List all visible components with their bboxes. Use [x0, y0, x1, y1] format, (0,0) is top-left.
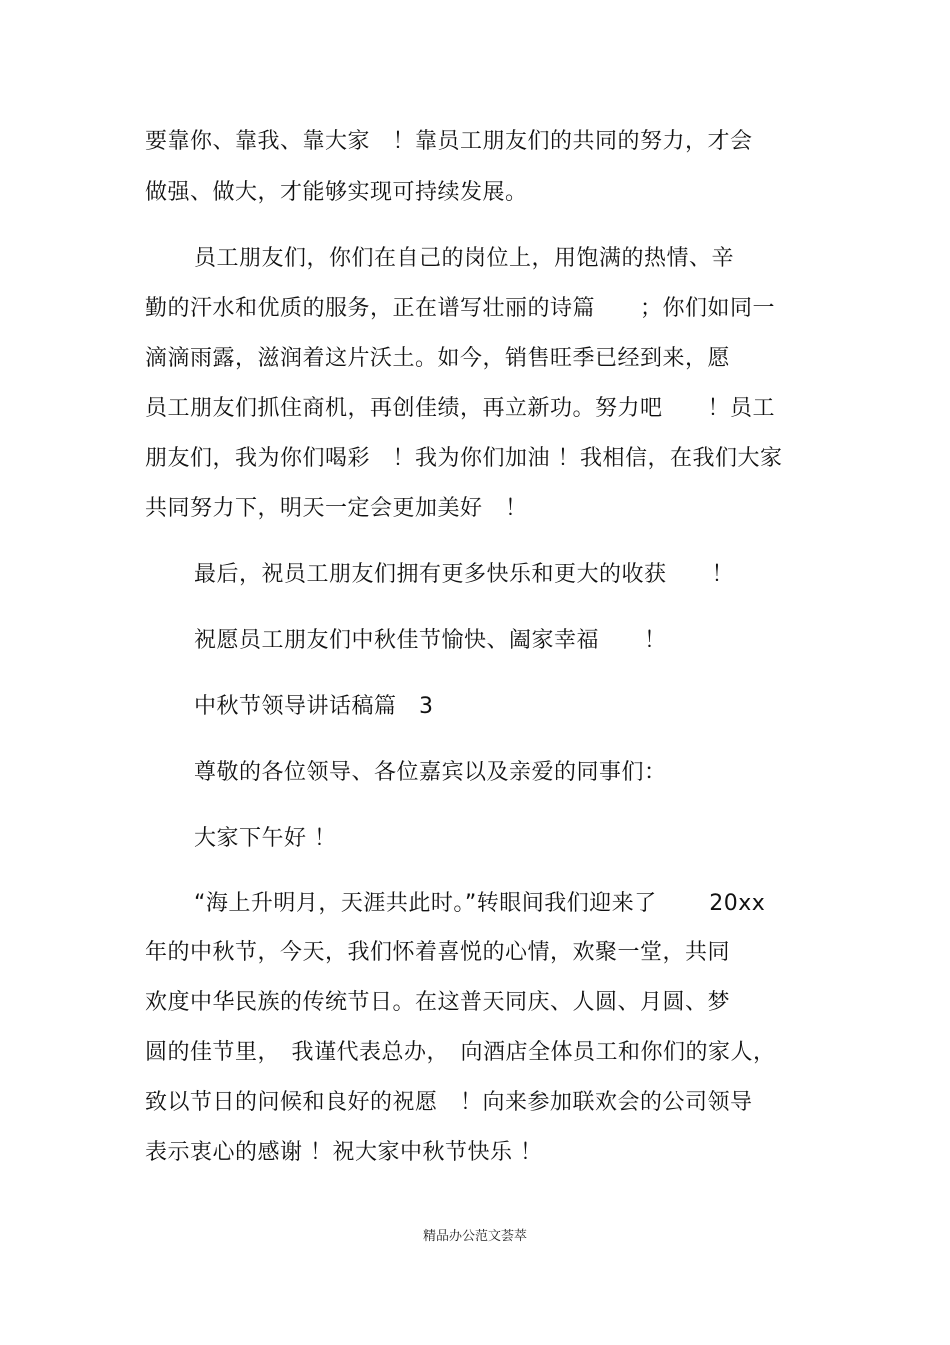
body-line: 圆的佳节里， 我谨代表总办， 向酒店全体员工和你们的家人， — [145, 1040, 776, 1065]
body-line: 年的中秋节，今天，我们怀着喜悦的心情，欢聚一堂，共同 — [145, 940, 731, 965]
body-line: 员工朋友们，你们在自己的岗位上，用饱满的热情、辛 — [194, 246, 735, 271]
body-line: 表示衷心的感谢 ！祝大家中秋节快乐 ！ — [145, 1140, 543, 1165]
body-line: 滴滴雨露，滋润着这片沃土。如今，销售旺季已经到来，愿 — [145, 346, 731, 371]
body-line: 致以节日的问候和良好的祝愿 ！向来参加联欢会的公司领导 — [145, 1090, 753, 1115]
section-heading: 中秋节领导讲话稿篇 3 — [194, 694, 434, 719]
body-line: 做强、做大，才能够实现可持续发展。 — [145, 180, 528, 205]
body-line: 员工朋友们抓住商机，再创佳绩，再立新功。努力吧 ！员工 — [145, 396, 776, 421]
body-line: 祝愿员工朋友们中秋佳节愉快、阖家幸福 ！ — [194, 628, 667, 653]
page-footer: 精品办公范文荟萃 — [422, 1229, 527, 1244]
body-line: 欢度中华民族的传统节日。在这普天同庆、人圆、月圆、梦 — [145, 990, 731, 1015]
greeting: 大家下午好 ！ — [194, 826, 337, 851]
body-line: 勤的汗水和优质的服务，正在谱写壮丽的诗篇 ；你们如同一 — [145, 296, 776, 321]
body-line: “海上升明月，天涯共此时。”转眼间我们迎来了 20xx — [194, 891, 766, 916]
body-line: 共同努力下，明天一定会更加美好 ！ — [145, 496, 528, 521]
body-line: 要靠你、靠我、靠大家 ！靠员工朋友们的共同的努力，才会 — [145, 129, 753, 154]
body-line: 最后，祝员工朋友们拥有更多快乐和更大的收获 ！ — [194, 562, 735, 587]
salutation: 尊敬的各位领导、各位嘉宾以及亲爱的同事们： — [194, 760, 667, 785]
body-line: 朋友们，我为你们喝彩 ！我为你们加油 ！我相信，在我们大家 — [145, 446, 783, 471]
